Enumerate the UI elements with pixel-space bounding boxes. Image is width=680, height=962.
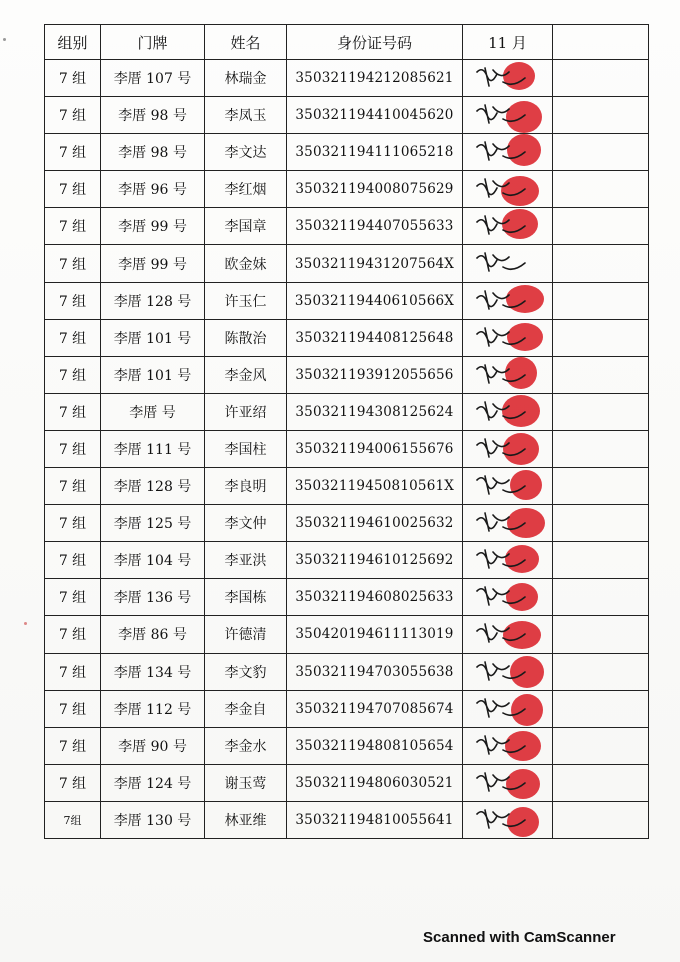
id-cell: 350321194610125692 (287, 542, 463, 579)
signature-cell (463, 319, 553, 356)
red-seal-mark (505, 357, 537, 389)
signature-cell (463, 60, 553, 97)
group-cell: 7 组 (45, 245, 101, 282)
id-cell: 350321193912055656 (287, 356, 463, 393)
id-cell: 350321194212085621 (287, 60, 463, 97)
red-seal-mark (503, 62, 535, 90)
red-seal-mark (506, 583, 538, 611)
id-cell: 350420194611113019 (287, 616, 463, 653)
table-row (45, 60, 649, 97)
signature-mark (463, 171, 553, 207)
blank-cell (553, 764, 649, 801)
signature-mark (463, 654, 553, 690)
red-seal-mark (511, 694, 543, 726)
house-cell: 李厝 107 号 (101, 60, 205, 97)
blank-cell (553, 468, 649, 505)
house-cell: 李厝 134 号 (101, 653, 205, 690)
signature-mark (463, 468, 553, 504)
name-cell: 林亚维 (205, 801, 287, 838)
blank-cell (553, 97, 649, 134)
name-cell: 李亚洪 (205, 542, 287, 579)
header-name: 姓名 (205, 25, 287, 60)
signature-cell (463, 579, 553, 616)
blank-cell (553, 282, 649, 319)
red-seal-mark (503, 621, 541, 649)
id-cell: 350321194810055641 (287, 801, 463, 838)
signature-cell (463, 542, 553, 579)
table-row (45, 171, 649, 208)
red-seal-mark (507, 323, 543, 351)
house-cell: 李厝 98 号 (101, 97, 205, 134)
blank-cell (553, 319, 649, 356)
signature-mark (463, 542, 553, 578)
table-row (45, 542, 649, 579)
id-cell: 350321194610025632 (287, 505, 463, 542)
blank-cell (553, 690, 649, 727)
house-cell: 李厝 86 号 (101, 616, 205, 653)
id-cell: 350321194608025633 (287, 579, 463, 616)
id-cell: 350321194407055633 (287, 208, 463, 245)
red-seal-mark (510, 470, 542, 500)
red-seal-mark (505, 545, 539, 573)
table-row (45, 356, 649, 393)
name-cell: 李良明 (205, 468, 287, 505)
table-row (45, 208, 649, 245)
house-cell: 李厝 90 号 (101, 727, 205, 764)
group-cell: 7 组 (45, 616, 101, 653)
house-cell: 李厝 111 号 (101, 430, 205, 467)
group-cell: 7 组 (45, 60, 101, 97)
header-group: 组别 (45, 25, 101, 60)
signature-cell (463, 430, 553, 467)
house-cell: 李厝 101 号 (101, 356, 205, 393)
signature-mark (463, 283, 553, 319)
name-cell: 李红烟 (205, 171, 287, 208)
blank-cell (553, 727, 649, 764)
signature-cell (463, 282, 553, 319)
signature-mark (463, 245, 553, 281)
signature-mark (463, 616, 553, 652)
signature-mark (463, 60, 553, 96)
group-cell: 7 组 (45, 393, 101, 430)
signature-mark (463, 320, 553, 356)
name-cell: 李文豹 (205, 653, 287, 690)
house-cell: 李厝 128 号 (101, 282, 205, 319)
signature-mark (463, 431, 553, 467)
header-month: 11 月 (463, 25, 553, 60)
signature-mark (463, 579, 553, 615)
house-cell: 李厝 128 号 (101, 468, 205, 505)
signature-cell (463, 356, 553, 393)
signature-mark (463, 765, 553, 801)
table-row (45, 616, 649, 653)
name-cell: 李凤玉 (205, 97, 287, 134)
red-seal-mark (510, 656, 544, 688)
blank-cell (553, 505, 649, 542)
name-cell: 林瑞金 (205, 60, 287, 97)
name-cell: 欧金妹 (205, 245, 287, 282)
header-row (45, 25, 649, 60)
id-cell: 35032119431207564X (287, 245, 463, 282)
group-cell: 7 组 (45, 505, 101, 542)
group-cell: 7组 (45, 801, 101, 838)
signature-cell (463, 653, 553, 690)
group-cell: 7 组 (45, 171, 101, 208)
group-cell: 7 组 (45, 282, 101, 319)
signature-mark (463, 357, 553, 393)
blank-cell (553, 430, 649, 467)
blank-cell (553, 208, 649, 245)
id-cell: 35032119440610566X (287, 282, 463, 319)
signature-mark (463, 97, 553, 133)
red-seal-mark (506, 285, 544, 313)
id-cell: 35032119450810561X (287, 468, 463, 505)
signature-mark (463, 208, 553, 244)
blank-cell (553, 579, 649, 616)
signature-cell (463, 245, 553, 282)
table-row (45, 727, 649, 764)
signature-mark (463, 691, 553, 727)
register-table (44, 24, 649, 839)
red-seal-mark (505, 731, 541, 761)
signature-cell (463, 97, 553, 134)
header-house: 门牌 (101, 25, 205, 60)
id-cell: 350321194707085674 (287, 690, 463, 727)
group-cell: 7 组 (45, 208, 101, 245)
table-row (45, 468, 649, 505)
name-cell: 许德清 (205, 616, 287, 653)
table-row (45, 393, 649, 430)
signature-mark (463, 394, 553, 430)
name-cell: 李国柱 (205, 430, 287, 467)
scan-speck (3, 38, 6, 41)
group-cell: 7 组 (45, 542, 101, 579)
signature-cell (463, 134, 553, 171)
signature-cell (463, 393, 553, 430)
group-cell: 7 组 (45, 430, 101, 467)
blank-cell (553, 60, 649, 97)
id-cell: 350321194410045620 (287, 97, 463, 134)
table-row (45, 430, 649, 467)
red-seal-mark (502, 395, 540, 427)
name-cell: 许玉仁 (205, 282, 287, 319)
id-cell: 350321194308125624 (287, 393, 463, 430)
house-cell: 李厝 112 号 (101, 690, 205, 727)
table-row (45, 97, 649, 134)
signature-cell (463, 690, 553, 727)
signature-cell (463, 171, 553, 208)
header-extra (553, 25, 649, 60)
id-cell: 350321194806030521 (287, 764, 463, 801)
group-cell: 7 组 (45, 319, 101, 356)
table-row (45, 579, 649, 616)
name-cell: 许亚绍 (205, 393, 287, 430)
group-cell: 7 组 (45, 690, 101, 727)
camscanner-footer: Scanned with CamScanner (423, 929, 616, 946)
house-cell: 李厝 101 号 (101, 319, 205, 356)
signature-cell (463, 505, 553, 542)
group-cell: 7 组 (45, 134, 101, 171)
signature-cell (463, 616, 553, 653)
signature-cell (463, 801, 553, 838)
red-seal-mark (506, 101, 542, 133)
red-seal-mark (502, 209, 538, 239)
register-body (45, 60, 649, 839)
id-cell: 350321194006155676 (287, 430, 463, 467)
handwritten-signature (477, 253, 525, 271)
red-seal-mark (501, 176, 539, 206)
house-cell: 李厝 130 号 (101, 801, 205, 838)
group-cell: 7 组 (45, 764, 101, 801)
house-cell: 李厝 号 (101, 393, 205, 430)
table-row (45, 505, 649, 542)
name-cell: 李国章 (205, 208, 287, 245)
group-cell: 7 组 (45, 97, 101, 134)
blank-cell (553, 134, 649, 171)
blank-cell (553, 801, 649, 838)
blank-cell (553, 616, 649, 653)
house-cell: 李厝 104 号 (101, 542, 205, 579)
id-cell: 350321194008075629 (287, 171, 463, 208)
header-id: 身份证号码 (287, 25, 463, 60)
table-row (45, 653, 649, 690)
table-row (45, 801, 649, 838)
signature-cell (463, 727, 553, 764)
table-row (45, 245, 649, 282)
name-cell: 李金自 (205, 690, 287, 727)
name-cell: 李文达 (205, 134, 287, 171)
red-seal-mark (507, 134, 541, 166)
table-row (45, 282, 649, 319)
house-cell: 李厝 99 号 (101, 245, 205, 282)
red-seal-mark (507, 508, 545, 538)
house-cell: 李厝 125 号 (101, 505, 205, 542)
house-cell: 李厝 136 号 (101, 579, 205, 616)
red-seal-mark (503, 433, 539, 465)
group-cell: 7 组 (45, 727, 101, 764)
id-cell: 350321194703055638 (287, 653, 463, 690)
signature-mark (463, 505, 553, 541)
signature-cell (463, 764, 553, 801)
signature-cell (463, 468, 553, 505)
blank-cell (553, 393, 649, 430)
id-cell: 350321194808105654 (287, 727, 463, 764)
table-row (45, 690, 649, 727)
id-cell: 350321194408125648 (287, 319, 463, 356)
name-cell: 李文仲 (205, 505, 287, 542)
blank-cell (553, 356, 649, 393)
blank-cell (553, 171, 649, 208)
signature-mark (463, 728, 553, 764)
signature-mark (463, 802, 553, 838)
group-cell: 7 组 (45, 579, 101, 616)
house-cell: 李厝 96 号 (101, 171, 205, 208)
table-row (45, 764, 649, 801)
signature-mark (463, 134, 553, 170)
scan-speck (24, 622, 27, 625)
name-cell: 李金水 (205, 727, 287, 764)
table-row (45, 134, 649, 171)
blank-cell (553, 245, 649, 282)
house-cell: 李厝 99 号 (101, 208, 205, 245)
house-cell: 李厝 124 号 (101, 764, 205, 801)
table-row (45, 319, 649, 356)
group-cell: 7 组 (45, 653, 101, 690)
group-cell: 7 组 (45, 468, 101, 505)
signature-cell (463, 208, 553, 245)
id-cell: 350321194111065218 (287, 134, 463, 171)
blank-cell (553, 542, 649, 579)
name-cell: 李国栋 (205, 579, 287, 616)
house-cell: 李厝 98 号 (101, 134, 205, 171)
name-cell: 谢玉莺 (205, 764, 287, 801)
group-cell: 7 组 (45, 356, 101, 393)
blank-cell (553, 653, 649, 690)
name-cell: 陈散治 (205, 319, 287, 356)
name-cell: 李金风 (205, 356, 287, 393)
